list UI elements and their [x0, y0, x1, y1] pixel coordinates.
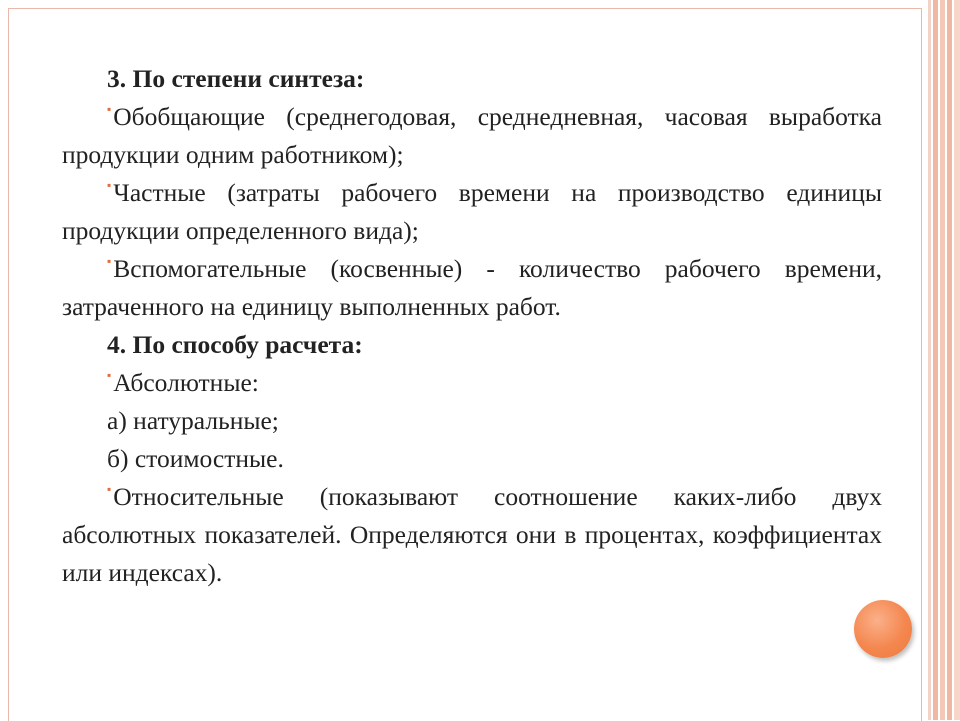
decorative-stripe: [940, 0, 945, 720]
decorative-stripe: [933, 0, 938, 720]
decorative-stripe: [947, 0, 952, 720]
slide-content: [62, 60, 882, 592]
decorative-stripe: [928, 0, 931, 720]
bullet-marker-icon: ▪: [107, 178, 112, 192]
bullet-item-absolute: ▪Абсолютные:: [107, 368, 259, 397]
sub-item-cost: б) стоимостные.: [107, 444, 284, 473]
decorative-orange-circle: [854, 600, 912, 658]
bullet-item-partial: ▪Частные (затраты рабочего времени на производство единицы продукции определенного вида);: [62, 178, 882, 245]
bullet-item-auxiliary: ▪Вспомогательные (косвенные) - количество рабочего времени, затраченного на единицу выполненных работ.: [62, 254, 882, 321]
bullet-item-generalizing: ▪Обобщающие (среднегодовая, среднедневная, часовая выработка продукции одним работником);: [62, 102, 882, 169]
bullet-marker-icon: ▪: [107, 102, 112, 116]
bullet-marker-icon: ▪: [107, 482, 112, 496]
bullet-marker-icon: ▪: [107, 254, 112, 268]
bullet-marker-icon: ▪: [107, 368, 112, 382]
sub-item-natural: а) натуральные;: [107, 406, 279, 435]
bullet-item-relative: ▪Относительные (показывают соотношение каких-либо двух абсолютных показателей. Определяются они в процентах, коэффициентах или индексах).: [62, 482, 882, 587]
section-heading-synthesis: 3. По степени синтеза:: [107, 64, 365, 93]
section-heading-calculation: 4. По способу расчета:: [107, 330, 363, 359]
decorative-stripe: [954, 0, 960, 720]
